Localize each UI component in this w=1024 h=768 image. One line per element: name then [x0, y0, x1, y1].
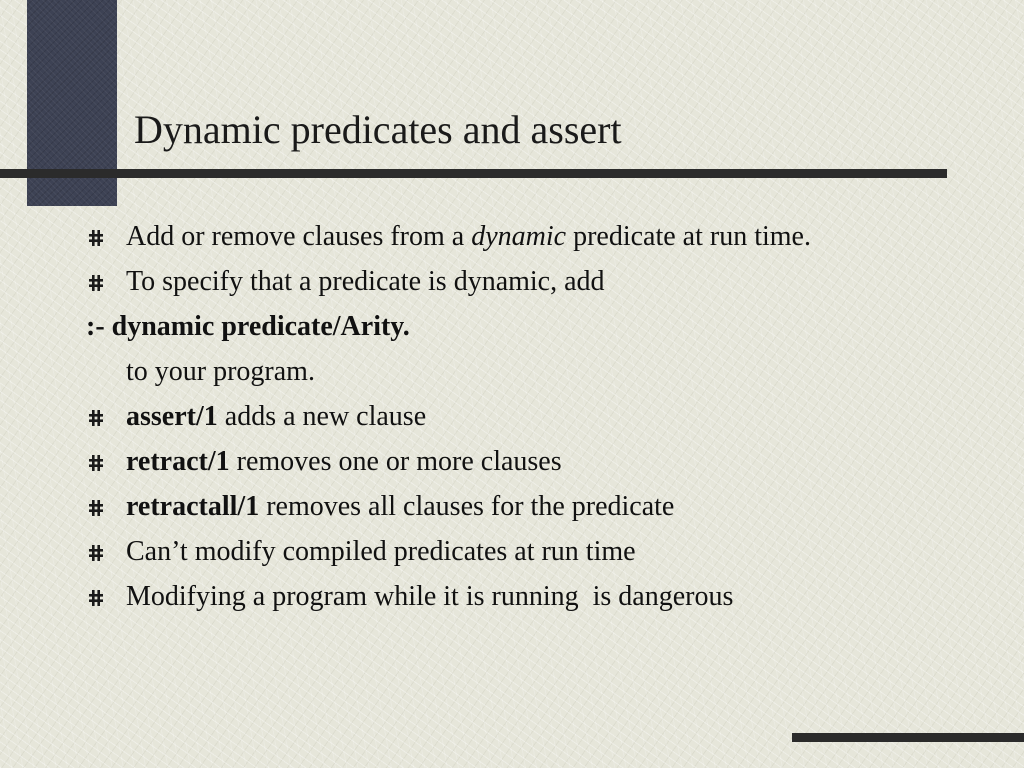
- bullet-text-suffix: predicate at run time.: [566, 221, 811, 252]
- dynamic-directive-code: :- dynamic predicate/Arity.: [86, 311, 410, 342]
- assert-term: assert/1: [126, 401, 218, 432]
- hash-bullet-icon: [89, 275, 103, 291]
- bullet-modifying-dangerous: [86, 580, 906, 614]
- slide-body: [86, 220, 906, 625]
- hash-bullet-icon: [89, 500, 103, 516]
- bullet-add-remove-clauses: [86, 220, 916, 254]
- retract-description: removes one or more clauses: [229, 446, 562, 477]
- bullet-text-prefix: Add or remove clauses from a: [126, 221, 472, 252]
- hash-bullet-icon: [89, 545, 103, 561]
- bullet-specify-dynamic: [86, 265, 906, 299]
- bullet-retractall: [86, 490, 906, 524]
- footer-rule: [792, 733, 1024, 742]
- bullet-assert: [86, 400, 906, 434]
- retractall-term: retractall/1: [126, 491, 260, 522]
- bullet-text: Modifying a program while it is running is dangerous: [126, 581, 734, 612]
- dynamic-emphasis: dynamic: [471, 221, 567, 252]
- title-underline-rule: [0, 169, 947, 178]
- hash-bullet-icon: [89, 410, 103, 426]
- bullet-text: Can’t modify compiled predicates at run time: [126, 536, 636, 567]
- retract-term: retract/1: [126, 446, 230, 477]
- bullet-compiled-predicates: [86, 535, 906, 569]
- hash-bullet-icon: [89, 455, 103, 471]
- bullet-text: To specify that a predicate is dynamic, add: [126, 266, 605, 297]
- slide-title: Dynamic predicates and assert: [134, 107, 622, 152]
- hash-bullet-icon: [89, 230, 103, 246]
- retractall-description: removes all clauses for the predicate: [259, 491, 675, 522]
- bullet-retract: [86, 445, 906, 479]
- assert-description: adds a new clause: [217, 401, 427, 432]
- to-your-program-text: to your program.: [126, 356, 315, 387]
- hash-bullet-icon: [89, 590, 103, 606]
